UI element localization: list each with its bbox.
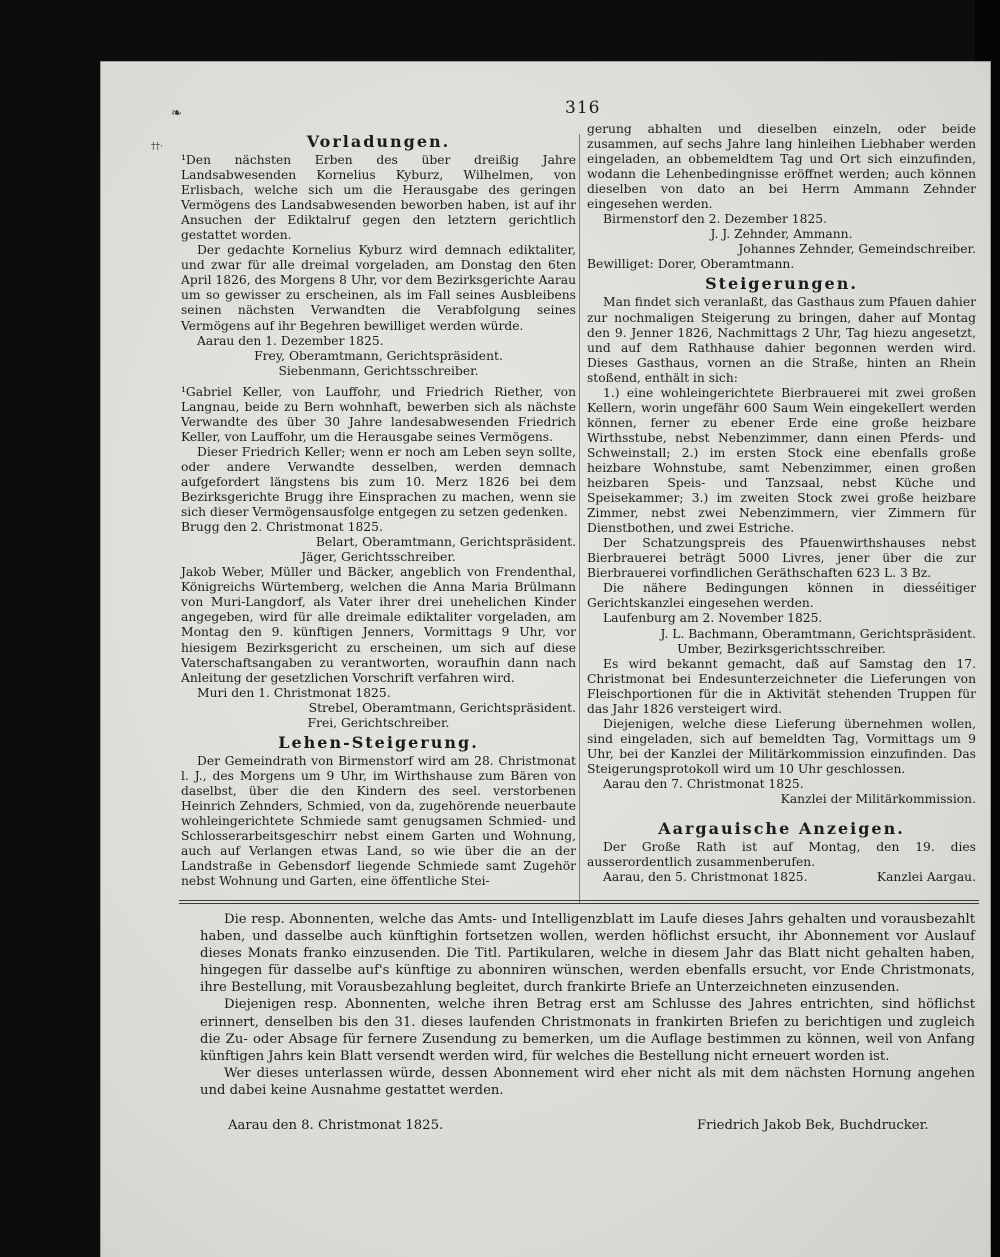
place-date: Laufenburg am 2. November 1825. [603, 611, 823, 626]
section-heading: Steigerungen. [705, 274, 858, 294]
notice-paragraph: gerung abhalten und dieselben einzeln, oder beide zusammen, auf sechs Jahre lang hinleihen Liebhaber werden eingeladen, an obbemeldtem Tag und Ort sich einzufinden, wodann die Lehenbedingnisse eröffnet werden; auch können dieselben von dato an bei Herrn Ammann Zehnder eingesehen werden. [587, 122, 976, 212]
signature: J. L. Bachmann, Oberamtmann, Gerichtspräsident. [660, 626, 976, 641]
signature: Umber, Bezirksgerichtsschreiber. [677, 641, 886, 656]
notice-paragraph: Diejenigen, welche diese Lieferung übernehmen wollen, sind eingeladen, sich auf bemeldten Tag, Vormittags um 9 Uhr, bei der Kanzlei der Militärkommission einzufinden. Das Steigerungsprotokoll wird um 10 Uhr geschlossen. [587, 716, 976, 776]
left-column [181, 130, 576, 889]
place-date: Birmenstorf den 2. Dezember 1825. [603, 212, 828, 227]
place-date-signature-row [587, 870, 976, 885]
notice-paragraph: ¹Gabriel Keller, von Lauffohr, und Friedrich Riether, von Langnau, beide zu Bern wohnhaft, bewerben sich als nächste Verwandte des über 30 Jahre landesabwesenden Friedrich Keller, von Lauffohr, um die Herausgabe seines Vermögens. [181, 384, 576, 444]
signature: Kanzlei Aargau. [876, 870, 976, 885]
signature: Frey, Oberamtmann, Gerichtspräsident. [254, 348, 503, 363]
place-date: Aarau, den 5. Christmonat 1825. [603, 870, 808, 885]
newspaper-page [101, 62, 990, 1257]
notice-paragraph: Die nähere Bedingungen können in diesséitiger Gerichtskanzlei eingesehen werden. [587, 581, 976, 611]
section-heading: Aargauische Anzeigen. [658, 819, 905, 839]
notice-paragraph: Der Schatzungspreis des Pfauenwirthshauses nebst Bierbrauerei beträgt 5000 Livres, jener über die zur Bierbrauerei vorfindlichen Geräthschaften 623 L. 3 Bz. [587, 536, 976, 581]
place-date: Aarau den 7. Christmonat 1825. [603, 776, 804, 791]
signature: J. J. Zehnder, Ammann. [710, 227, 853, 242]
signature: Siebenmann, Gerichtsschreiber. [278, 363, 479, 378]
place-date: Aarau den 1. Dezember 1825. [197, 333, 384, 348]
notice-paragraph: Der Gemeindrath von Birmenstorf wird am 28. Christmonat l. J., des Morgens um 9 Uhr, im Wirthshause zum Bären von daselbst, über die den Kindern des seel. verstorbenen Heinrich Zehnders, Schmied, von da, zugehörende neuerbaute wohleingerichtete Schmiede samt genugsamen Schmied- und Schlosserarbeitsgeschirr nebst einem Garten und Wohnung, auch auf Verlangen etwas Land, so wie über die an der Landstraße in Gebensdorf liegende Schmiede samt Zugehör nebst Wohnung und Garten, eine öffentliche Stei- [181, 753, 576, 889]
place-date: Aarau den 8. Christmonat 1825. [228, 1118, 444, 1133]
notice-paragraph: Jakob Weber, Müller und Bäcker, angeblich von Frendenthal, Königreichs Würtemberg, welchen die Anna Maria Brülmann von Muri-Langdorf, als Vater ihrer drei unehelichen Kinder angegeben, wird für alle dreimale ediktaliter vorgeladen, am Montag den 9. künftigen Jenners, Vormittags 9 Uhr, vor hiesigem Bezirksgericht zu erscheinen, um sich auf diese Vaterschaftsangaben zu verantworten, woraufhin dann nach Anleitung der gesetzlichen Vorschrift verfahren wird. [181, 565, 576, 685]
signature: Strebel, Oberamtmann, Gerichtspräsident. [308, 700, 576, 715]
signature: Kanzlei der Militärkommission. [780, 792, 976, 807]
margin-mark: ❧ [171, 106, 182, 121]
section-rule [179, 903, 979, 904]
signature: Johannes Zehnder, Gemeindschreiber. [738, 242, 976, 257]
notice-paragraph: Dieser Friedrich Keller; wenn er noch am Leben seyn sollte, oder andere Verwandte desselben, werden demnach aufgefordert längstens bis zum 10. Merz 1826 bei dem Bezirksgerichte Brugg ihre Einsprachen zu machen, wenn sie sich dieser Vermögensausfolge entgegen zu setzen gedenken. [181, 444, 576, 520]
subscription-notice [200, 911, 975, 1099]
notice-paragraph: Der gedachte Kornelius Kyburz wird demnach ediktaliter, und zwar für alle dreimal vorgeladen, am Donstag den 6ten April 1826, des Morgens 8 Uhr, vor dem Bezirksgerichte Aarau um so gewisser zu erscheinen, als im Fall seines Ausbleibens seinen nächsten Verwandten die Verabfolgung seines Vermögens auf ihr Begehren bewilliget werden würde. [181, 243, 576, 333]
margin-mark: ††· [151, 142, 163, 152]
signature: Belart, Oberamtmann, Gerichtspräsident. [315, 535, 576, 550]
column-divider [579, 134, 580, 904]
notice-paragraph: Der Große Rath ist auf Montag, den 19. dies ausserordentlich zusammenberufen. [587, 840, 976, 870]
approval-line: Bewilliget: Dorer, Oberamtmann. [587, 257, 795, 272]
page-number: 316 [565, 98, 601, 118]
place-date: Muri den 1. Christmonat 1825. [197, 685, 391, 700]
notice-paragraph: Wer dieses unterlassen würde, dessen Abonnement wird eher nicht als mit dem nächsten Hornung angehen und dabei keine Ausnahme gestattet werden. [200, 1065, 975, 1098]
right-column [587, 122, 976, 885]
notice-paragraph: Diejenigen resp. Abonnenten, welche ihren Betrag erst am Schlusse des Jahres entrichten, sind höflichst erinnert, denselben bis den 31. dieses laufenden Christmonats in frankirten Briefen zu berichtigen und zugleich die Zu- oder Absage für fernere Zusendung zu bemerken, um die Auflage bestimmen zu können, weil von Anfang künftigen Jahrs kein Blatt versendt werden wird, für welches die Bestellung nicht erneuert worden ist. [200, 997, 975, 1064]
notice-paragraph: 1.) eine wohleingerichtete Bierbrauerei mit zwei großen Kellern, worin ungefähr 600 Saum Wein eingekellert werden können, ferner zu ebener Erde eine große heizbare Wirthsstube, nebst Nebenzimmer, dann einen Pferds- und Schweinstall; 2.) im ersten Stock eine ebenfalls große heizbare Wohnstube, samt Nebenzimmer, einen großen heizbaren Speis- und Tanzsaal, nebst Küche und Speisekammer; 3.) im zweiten Stock zwei große heizbare Zimmer, nebst zwei Nebenzimmern, vier Zimmern für Dienstbothen, und zwei Estriche. [587, 385, 976, 536]
printer-signature: Friedrich Jakob Bek, Buchdrucker. [697, 1118, 929, 1133]
notice-paragraph: Man findet sich veranlaßt, das Gasthaus zum Pfauen dahier zur nochmaligen Steigerung zu bringen, daher auf Montag den 9. Jenner 1826, Nachmittags 2 Uhr, Tag hiezu angesetzt, und auf dem Rathhause dahier begonnen werden wird. Dieses Gasthaus, vornen an die Straße, hinten an Rhein stoßend, enthält in sich: [587, 295, 977, 385]
signature: Jäger, Gerichtsschreiber. [301, 550, 456, 565]
notice-paragraph: Die resp. Abonnenten, welche das Amts- und Intelligenzblatt im Laufe dieses Jahrs gehalten und vorausbezahlt haben, und dasselbe auch künftighin fortsetzen wollen, werden höflichst ersucht, ihr Abonnement vor Auslauf dieses Monats franko einzusenden. Die Titl. Partikularen, welche in diesem Jahr das Blatt nicht gehalten haben, hingegen für dasselbe auf's künftige zu abonniren wünschen, werden ebenfalls ersucht, vor Ende Christmonats, ihre Bestellung, mit Vorausbezahlung begleitet, durch frankirte Briefe an Unterzeichneten einzusenden. [200, 912, 975, 996]
section-heading: Lehen-Steigerung. [278, 732, 479, 752]
place-date: Brugg den 2. Christmonat 1825. [181, 520, 383, 535]
notice-paragraph: ¹Den nächsten Erben des über dreißig Jahre Landsabwesenden Kornelius Kyburz, Wilhelmen, von Erlisbach, welche sich um die Herausgabe des geringen Vermögens des Landsabwesenden beworben haben, ist auf ihr Ansuchen der Ediktalruf gegen den letztern gerichtlich gestattet worden. [181, 153, 576, 243]
section-heading: Vorladungen. [306, 132, 451, 151]
signature: Frei, Gerichtschreiber. [307, 715, 450, 730]
section-rule [179, 900, 979, 901]
notice-paragraph: Es wird bekannt gemacht, daß auf Samstag den 17. Christmonat bei Endesunterzeichneter die Lieferungen von Fleischportionen für die in Aktivität stehenden Truppen für das Jahr 1826 versteigert wird. [587, 656, 976, 716]
